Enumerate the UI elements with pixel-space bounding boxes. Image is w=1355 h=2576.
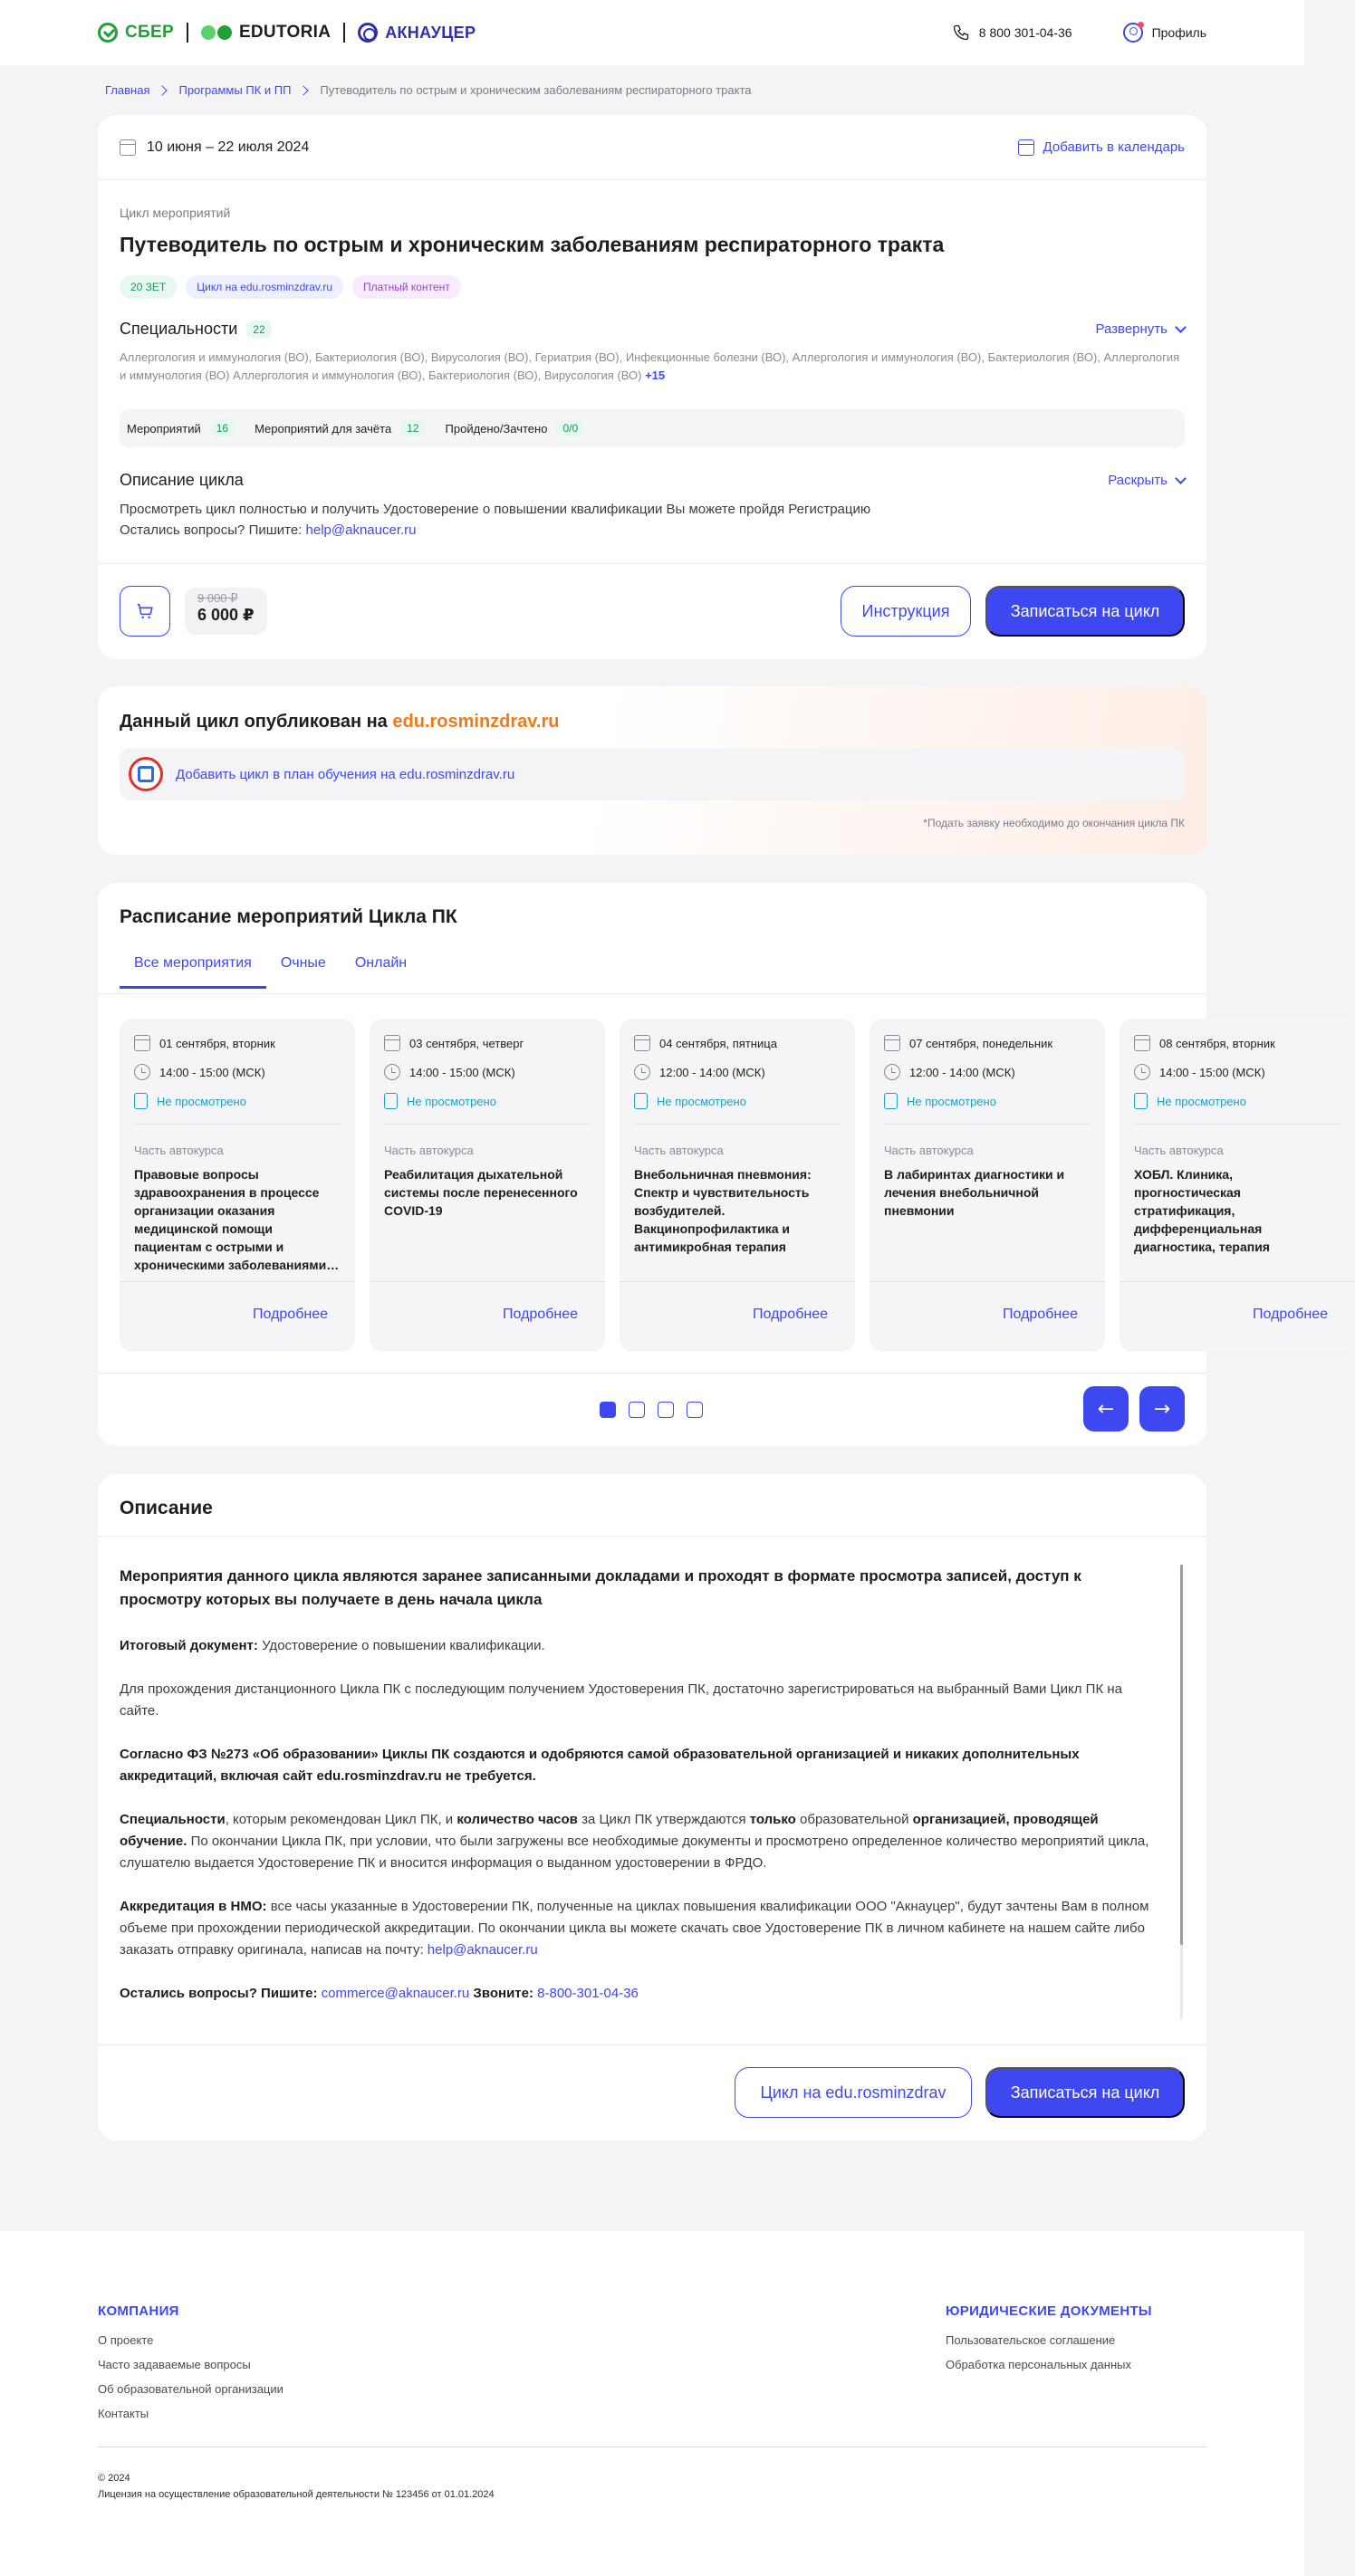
course-kicker: Цикл мероприятий	[120, 206, 231, 220]
tab-online[interactable]: Онлайн	[354, 955, 408, 971]
help-email-link[interactable]: help@aknaucer.ru	[305, 522, 417, 538]
carousel-dot[interactable]	[658, 1402, 674, 1418]
clock-icon	[134, 1064, 150, 1080]
breadcrumb-home[interactable]: Главная	[105, 83, 150, 97]
tab-offline[interactable]: Очные	[280, 955, 326, 971]
specialties-more-link[interactable]: +15	[645, 369, 666, 382]
event-details-link[interactable]: Подробнее	[503, 1307, 578, 1322]
calendar-icon	[1134, 1035, 1150, 1051]
contacts-line: Остались вопросы? Пишите: commerce@aknaucer.ru Звоните: 8-800-301-04-36	[120, 1986, 639, 2001]
course-badges	[120, 275, 461, 299]
header-phone-link[interactable]: 8 800 301-04-36	[952, 24, 1072, 42]
calendar-icon	[134, 1035, 150, 1051]
rosminzdrav-badge: Цикл на edu.rosminzdrav.ru	[186, 275, 343, 299]
calendar-icon	[384, 1035, 400, 1051]
cycle-description-text: Просмотреть цикл полностью и получить Удостоверение о повышении квалификации Вы можете пройдя Регистрацию Остались вопросы? Пишите: help@aknaucer.ru	[120, 502, 871, 538]
clock-icon	[634, 1064, 650, 1080]
divider	[98, 563, 1206, 564]
reveal-description-button[interactable]: Раскрыть	[1108, 473, 1185, 488]
event-title: Реабилитация дыхательной системы после перенесенного COVID-19	[384, 1167, 578, 1218]
footer-link-about[interactable]: О проекте	[98, 2333, 154, 2347]
course-card	[98, 115, 1206, 659]
event-details-link[interactable]: Подробнее	[753, 1307, 828, 1322]
description-paragraph: Аккредитация в НМО: все часы указанные в Удостоверении ПК, полученные на циклах повышения квалификации ООО "Акнауцер", будут зачтены Вам в полном объеме при прохождении периодической аккредитации. По окончании цикла вы можете скачать свое Удостоверение ПК в личном кабинете на нашем сайте либо заказать отправку оригинала, написав на почту: help@aknaucer.ru	[120, 1899, 1149, 1958]
event-card[interactable]: 01 сентября, вторник 14:00 - 15:00 (МСК) Не просмотрено Часть автокурса Правовые вопросы здравоохранения в процессе организации оказания медицинской помощи пациентам с острыми и хроническими заболеваниями… Подробнее	[120, 1019, 355, 1352]
logo-group[interactable]	[98, 23, 476, 43]
stat-events: Мероприятий 16	[127, 419, 235, 437]
carousel-pagination	[600, 1402, 703, 1418]
aknaucer-logo-icon	[358, 23, 378, 43]
specialties-label: Специальности	[120, 320, 238, 338]
event-details-link[interactable]: Подробнее	[253, 1307, 328, 1322]
footer-link-contacts[interactable]: Контакты	[98, 2407, 149, 2420]
description-lead: Мероприятия данного цикла являются заранее записанными докладами и проходят в формате просмотра записей, доступ к просмотру которых вы получаете в день начала цикла	[120, 1567, 1081, 1608]
instruction-button[interactable]: Инструкция	[841, 586, 971, 637]
expand-specialties-button[interactable]: Развернуть	[1095, 321, 1185, 337]
schedule-tabs	[120, 955, 421, 989]
stat-credit-events: Мероприятий для зачёта 12	[255, 419, 425, 437]
footer-copyright: © 2024 Лицензия на осуществление образовательной деятельности № 123456 от 01.01.2024	[98, 2473, 495, 2500]
carousel-dot[interactable]	[600, 1402, 616, 1418]
sber-logo: СБЕР	[98, 23, 174, 43]
footer-link-user-agreement[interactable]: Пользовательское соглашение	[946, 2333, 1116, 2347]
event-details-link[interactable]: Подробнее	[1003, 1307, 1078, 1322]
aknaucer-logo: АКНАУЦЕР	[358, 23, 476, 43]
arrow-left-icon: ←	[1097, 1397, 1115, 1421]
logo-divider	[187, 23, 188, 43]
edutoria-logo-icon	[201, 25, 232, 40]
calendar-icon	[634, 1035, 650, 1051]
published-title: Данный цикл опубликован на edu.rosminzdrav.ru	[120, 712, 560, 732]
stat-passed: Пройдено/Зачтено 0/0	[446, 419, 585, 437]
carousel-next-button[interactable]	[1139, 1386, 1185, 1432]
price-box	[185, 588, 267, 635]
phone-icon	[952, 24, 970, 42]
description-card	[98, 1474, 1206, 2140]
document-icon	[884, 1093, 898, 1109]
add-to-calendar-button[interactable]: Добавить в календарь	[1018, 139, 1185, 156]
paid-badge: Платный контент	[352, 275, 461, 299]
description-paragraph: Согласно ФЗ №273 «Об образовании» Циклы ПК создаются и одобряются самой образовательной организацией и никаких дополнительных аккредитаций, включая сайт edu.rosminzdrav.ru не требуется.	[120, 1747, 1080, 1784]
cycle-description-label: Описание цикла	[120, 471, 244, 489]
profile-button[interactable]: Профиль	[1123, 23, 1206, 43]
add-to-cart-button[interactable]	[120, 586, 170, 637]
event-title: ХОБЛ. Клиника, прогностическая стратификация, дифференциальная диагностика, терапия	[1134, 1167, 1270, 1254]
event-title: Внебольничная пневмония: Спектр и чувствительность возбудителей. Вакцинопрофилактика и антимикробная терапия	[634, 1167, 812, 1254]
description-title: Описание	[120, 1498, 213, 1518]
footer	[0, 2231, 1304, 2576]
footer-link-organization[interactable]: Об образовательной организации	[98, 2382, 283, 2396]
breadcrumb-programs[interactable]: Программы ПК и ПП	[178, 83, 292, 97]
event-title: В лабиринтах диагностики и лечения внебольничной пневмонии	[884, 1167, 1065, 1218]
footer-link-personal-data[interactable]: Обработка персональных данных	[946, 2358, 1131, 2371]
rosminzdrav-cycle-button[interactable]: Цикл на edu.rosminzdrav	[735, 2067, 972, 2118]
enroll-button-bottom[interactable]: Записаться на цикл	[985, 2067, 1185, 2118]
event-details-link[interactable]: Подробнее	[1253, 1307, 1328, 1322]
chevron-right-icon	[158, 85, 168, 95]
add-to-plan-link[interactable]: Добавить цикл в план обучения на edu.rosminzdrav.ru	[120, 748, 1185, 800]
description-scrollbar[interactable]	[1180, 1565, 1183, 2019]
event-card[interactable]: 07 сентября, понедельник 12:00 - 14:00 (МСК) Не просмотрено Часть автокурса В лабиринтах диагностики и лечения внебольничной пневмонии Подробнее	[870, 1019, 1105, 1352]
carousel-dot[interactable]	[629, 1402, 645, 1418]
breadcrumb	[105, 83, 752, 97]
clock-icon	[384, 1064, 400, 1080]
published-card	[98, 686, 1206, 855]
footer-legal: ЮРИДИЧЕСКИЕ ДОКУМЕНТЫ Пользовательское соглашение Обработка персональных данных	[946, 2303, 1152, 2371]
profile-icon	[1123, 23, 1143, 43]
event-card[interactable]: 03 сентября, четверг 14:00 - 15:00 (МСК) Не просмотрено Часть автокурса Реабилитация дыхательной системы после перенесенного COVID-19 Подробнее	[370, 1019, 605, 1352]
chevron-right-icon	[299, 85, 309, 95]
help-email-link[interactable]: help@aknaucer.ru	[427, 1942, 538, 1958]
document-icon	[134, 1093, 148, 1109]
contact-phone-link[interactable]: 8-800-301-04-36	[537, 1986, 639, 2001]
footer-company: КОМПАНИЯ О проекте Часто задаваемые вопросы Об образовательной организации Контакты	[98, 2303, 283, 2420]
carousel-dot[interactable]	[687, 1402, 703, 1418]
calendar-add-icon	[1018, 139, 1034, 156]
published-note: *Подать заявку необходимо до окончания цикла ПК	[923, 817, 1185, 829]
event-card[interactable]: 08 сентября, вторник 14:00 - 15:00 (МСК) Не просмотрено Часть автокурса ХОБЛ. Клиника, прогностическая стратификация, дифференциальная диагностика, терапия Подробнее	[1120, 1019, 1355, 1352]
chevron-down-icon	[1175, 321, 1187, 333]
divider	[98, 1536, 1206, 1537]
top-header	[0, 0, 1304, 65]
current-price: 6 000 ₽	[197, 606, 255, 624]
specialties-count: 22	[246, 321, 271, 339]
cart-icon	[135, 601, 155, 621]
enroll-button[interactable]: Записаться на цикл	[985, 586, 1185, 637]
event-card[interactable]: 04 сентября, пятница 12:00 - 14:00 (МСК) Не просмотрено Часть автокурса Внебольничная пневмония: Спектр и чувствительность возбудителей. Вакцинопрофилактика и антимикробная терапия Подробнее	[620, 1019, 855, 1352]
scrollbar-thumb[interactable]	[1180, 1565, 1183, 1945]
description-paragraph: Специальности, которым рекомендован Цикл ПК, и количество часов за Цикл ПК утверждаются только образовательной организацией, проводящей обучение. По окончании Цикла ПК, при условии, что были загружены все необходимые документы и просмотрено определенное количество мероприятий цикла, слушателю выдается Удостоверение ПК и вносится информация о выданном удостоверении в ФРДО.	[120, 1812, 1149, 1871]
minzdrav-logo-icon	[129, 757, 163, 791]
page-title: Путеводитель по острым и хроническим заболеваниям респираторного тракта	[120, 233, 945, 256]
divider	[98, 1373, 1206, 1374]
course-stats	[120, 409, 1185, 447]
tab-all-events[interactable]: Все мероприятия	[120, 955, 266, 989]
description-body	[120, 1565, 1161, 2026]
clock-icon	[1134, 1064, 1150, 1080]
specialties-list: Аллергология и иммунология (ВО), Бактериология (ВО), Вирусология (ВО), Гериатрия (ВО), Инфекционные болезни (ВО), Аллергология и иммунология (ВО), Бактериология (ВО), Аллергология и иммунология (ВО) Аллергология и иммунология (ВО), Бактериология (ВО), Вирусология (ВО) +15	[120, 350, 1180, 382]
calendar-icon	[120, 139, 136, 156]
commerce-email-link[interactable]: commerce@aknaucer.ru	[321, 1986, 470, 2001]
carousel-prev-button[interactable]	[1083, 1386, 1129, 1432]
breadcrumb-current: Путеводитель по острым и хроническим заболеваниям респираторного тракта	[320, 83, 752, 97]
chevron-down-icon	[1175, 473, 1187, 484]
divider	[98, 993, 1206, 994]
logo-divider	[343, 23, 345, 43]
clock-icon	[884, 1064, 900, 1080]
calendar-icon	[884, 1035, 900, 1051]
event-title: Правовые вопросы здравоохранения в процессе организации оказания медицинской помощи пациентам с острыми и хроническими заболеваниями…	[134, 1167, 340, 1272]
schedule-title: Расписание мероприятий Цикла ПК	[120, 906, 457, 927]
description-paragraph: Итоговый документ: Удостоверение о повышении квалификации.	[120, 1638, 545, 1653]
document-icon	[384, 1093, 398, 1109]
course-dates: 10 июня – 22 июля 2024	[147, 139, 310, 155]
zet-badge: 20 ЗЕТ	[120, 275, 177, 299]
old-price: 9 000 ₽	[197, 591, 238, 605]
edutoria-logo: EDUTORIA	[201, 23, 331, 43]
arrow-right-icon: →	[1153, 1397, 1171, 1421]
document-icon	[1134, 1093, 1148, 1109]
sber-logo-icon	[98, 23, 118, 43]
document-icon	[634, 1093, 648, 1109]
description-paragraph: Для прохождения дистанционного Цикла ПК с последующим получением Удостоверения ПК, достаточно зарегистрироваться на выбранный Вами Цикл ПК на сайте.	[120, 1681, 1122, 1719]
schedule-card	[98, 883, 1328, 1446]
footer-link-faq[interactable]: Часто задаваемые вопросы	[98, 2358, 251, 2371]
